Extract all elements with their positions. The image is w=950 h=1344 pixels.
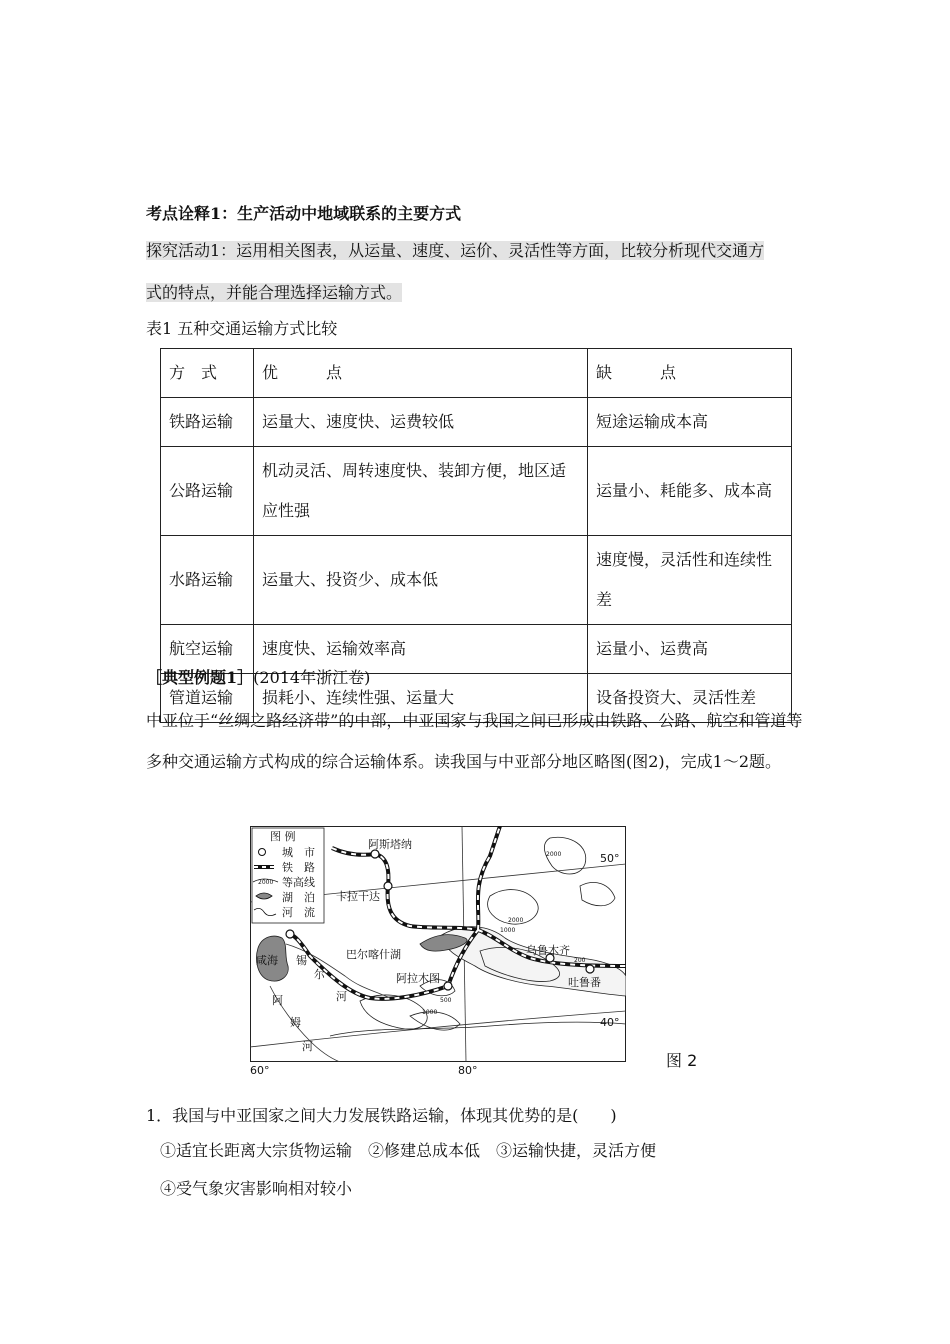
header-pros: 优 点: [254, 349, 588, 398]
row-cons: 短途运输成本高: [588, 398, 792, 447]
table-row: [161, 398, 792, 447]
row-cons: 运量小、耗能多、成本高: [588, 447, 792, 536]
central-asia-map: [250, 826, 626, 1062]
row-cons: 设备投资大、灵活性差: [588, 674, 792, 723]
lat-50-label: 50°: [600, 852, 620, 865]
header-cons: 缺 点: [588, 349, 792, 398]
question-1-stem: 1．我国与中亚国家之间大力发展铁路运输，体现其优势的是( ): [146, 1106, 617, 1125]
contour-label: 200: [574, 957, 586, 964]
example-title: [146, 665, 370, 688]
row-pros: 损耗小、连续性强、运量大: [254, 674, 588, 723]
legend-city: 城 市: [282, 846, 315, 859]
contour-label: 500: [440, 997, 452, 1004]
lon-60-label: 60°: [250, 1064, 270, 1077]
lon-80-label: 80°: [458, 1064, 478, 1077]
label-river-amu-1: 阿: [272, 994, 283, 1007]
activity-line-1: 探究活动1：运用相关图表，从运量、速度、运价、灵活性等方面，比较分析现代交通方: [146, 241, 765, 260]
label-turpan: 吐鲁番: [568, 976, 601, 989]
label-karaganda: 卡拉干达: [336, 890, 380, 903]
table-header-row: [161, 349, 792, 398]
row-mode: 管道运输: [161, 674, 254, 723]
lat-40-label: 40°: [600, 1016, 620, 1029]
label-river-syr-1: 锡: [296, 954, 307, 967]
city-astana: [371, 850, 379, 858]
header-mode: 方 式: [161, 349, 254, 398]
legend-railway: 铁 路: [282, 861, 315, 874]
row-mode: 公路运输: [161, 447, 254, 536]
contour-label: 1000: [422, 1009, 438, 1016]
example-label: ［典型例题1］: [146, 668, 254, 687]
row-cons: 运量小、运费高: [588, 625, 792, 674]
row-cons: 速度慢，灵活性和连续性差: [588, 536, 792, 625]
row-mode: 航空运输: [161, 625, 254, 674]
city-almaty: [444, 982, 452, 990]
example-text: 中亚位于“丝绸之路经济带”的中部，中亚国家与我国之间已形成由铁路、公路、航空和管道等多种交通运输方式构成的综合运输体系。读我国与中亚部分地区略图(图2)，完成1～2题。: [146, 711, 803, 771]
contour-label: 1000: [500, 927, 516, 934]
example-source: (2014年浙江卷): [253, 668, 371, 687]
table-caption: 表1 五种交通运输方式比较: [146, 319, 338, 338]
legend-contour-value: 2000: [258, 879, 274, 886]
label-almaty: 阿拉木图: [396, 972, 440, 985]
label-river-amu-3: 河: [302, 1040, 313, 1053]
legend-title: 图 例: [270, 830, 296, 843]
label-aral-sea: 咸海: [256, 954, 278, 967]
contour-label: 2000: [546, 851, 562, 858]
question-1-options-line-2: ④受气象灾害影响相对较小: [160, 1179, 353, 1198]
label-balkhash: 巴尔喀什湖: [346, 948, 401, 961]
table-row: [161, 447, 792, 536]
legend-river: 河 流: [282, 906, 315, 919]
city-karaganda: [384, 882, 392, 890]
legend-city-icon: [259, 849, 266, 856]
legend-contour: 等高线: [282, 876, 315, 889]
row-pros: 运量大、投资少、成本低: [254, 536, 588, 625]
contour-label: 2000: [508, 917, 524, 924]
legend-lake: 湖 泊: [282, 891, 315, 904]
row-pros: 运量大、速度快、运费较低: [254, 398, 588, 447]
label-urumqi: 乌鲁木齐: [526, 944, 570, 957]
activity-line-2: 式的特点，并能合理选择运输方式。: [146, 283, 403, 302]
row-pros: 速度快、运输效率高: [254, 625, 588, 674]
row-mode: 水路运输: [161, 536, 254, 625]
row-mode: 铁路运输: [161, 398, 254, 447]
row-pros: 机动灵活、周转速度快、装卸方便，地区适应性强: [254, 447, 588, 536]
label-river-syr-3: 河: [336, 990, 347, 1003]
question-1-options-line-1: ①适宜长距离大宗货物运输 ②修建总成本低 ③运输快捷，灵活方便: [160, 1141, 657, 1160]
label-river-syr-2: 尔: [314, 968, 325, 981]
section-heading: 考点诠释1：生产活动中地域联系的主要方式: [146, 204, 462, 223]
label-river-amu-2: 姆: [290, 1016, 301, 1029]
city-turpan: [586, 965, 594, 973]
table-row: [161, 536, 792, 625]
label-astana: 阿斯塔纳: [368, 838, 412, 851]
figure-label: 图 2: [666, 1051, 698, 1070]
